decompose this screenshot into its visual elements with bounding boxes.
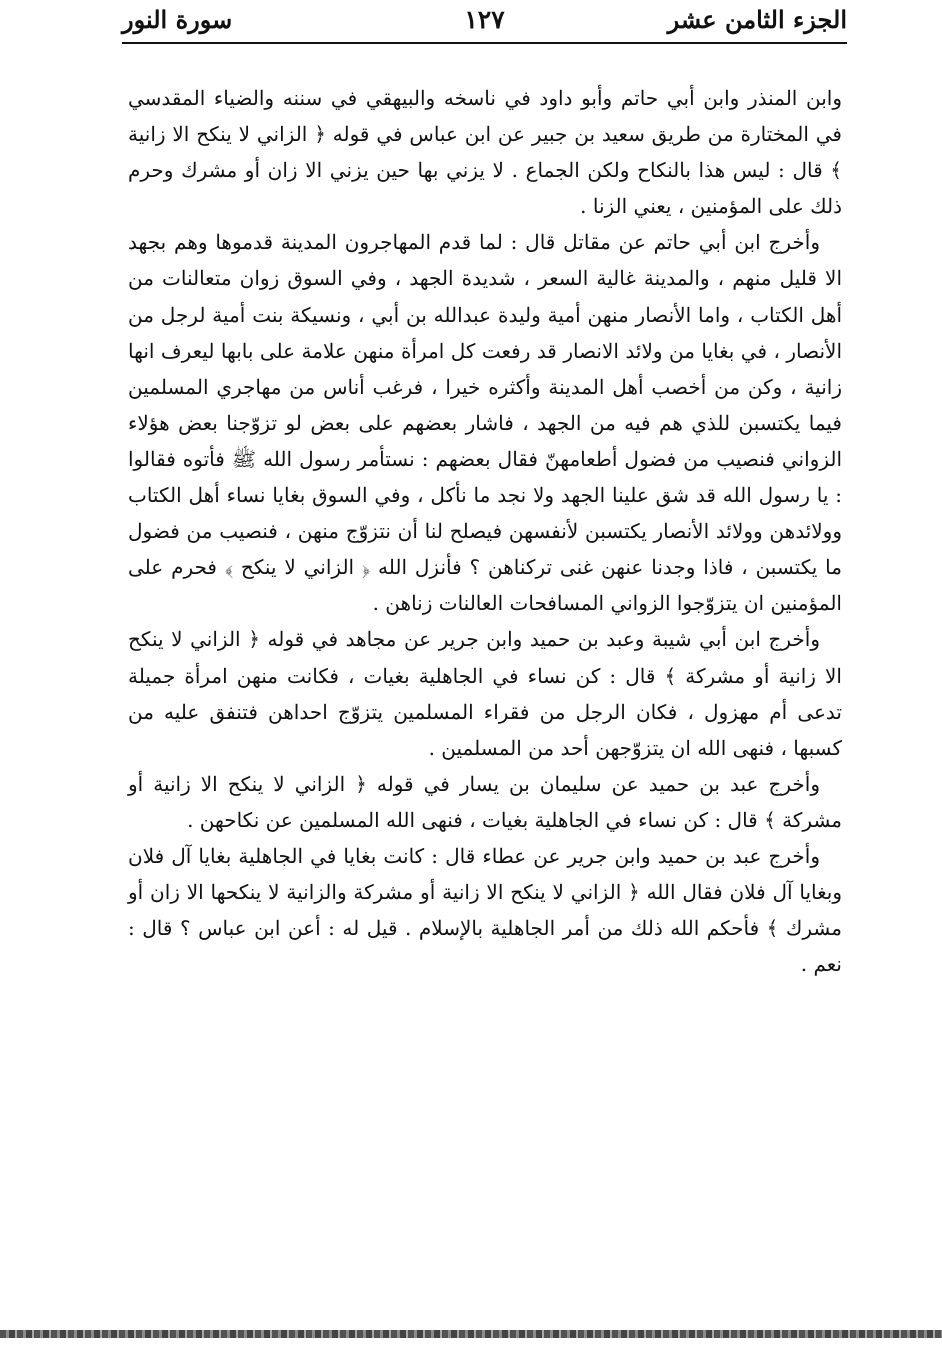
scan-edge-artifact — [0, 1330, 942, 1338]
paragraph-5: وأخرج عبد بن حميد وابن جرير عن عطاء قال : كانت بغايا في الجاهلية بغايا آل فلان وبغايا آل فلان فقال الله ﴿ الزاني لا ينكح الا زانية أو مشركة والزانية لا ينكحها الا زان أو مشرك ﴾ فأحكم الله ذلك من أمر الجاهلية بالإسلام . قيل له : أعن ابن عباس ؟ قال : نعم . — [128, 843, 842, 977]
paragraph-1: وابن المنذر وابن أبي حاتم وأبو داود في ناسخه والبيهقي في سننه والضياء المقدسي في المختارة من طريق سعيد بن جبير عن ابن عباس في قوله ﴿ الزاني لا ينكح الا زانية ﴾ قال : ليس هذا بالنكاح ولكن الجماع . لا يزني بها حين يزني الا زان أو مشرك وحرم ذلك على المؤمنين ، يعني الزنا . — [128, 86, 843, 219]
part-title: الجزء الثامن عشر — [667, 5, 847, 34]
surah-title: سورة النور — [122, 5, 233, 34]
page-number: ١٢٧ — [464, 5, 505, 34]
paragraph-3: وأخرج ابن أبي شيبة وعبد بن حميد وابن جرير عن مجاهد في قوله ﴿ الزاني لا ينكح الا زانية أو مشركة ﴾ قال : كن نساء في الجاهلية بغيات ، فكانت منهن امرأة جميلة تدعى أم مهزول ، فكان الرجل من فقراء المسلمين يتزوّج احداهن فتنفق عليه من كسبها ، فنهى الله ان يتزوّجهن أحد من المسلمين . — [128, 627, 842, 760]
running-header — [122, 0, 847, 42]
paragraph-2: وأخرج ابن أبي حاتم عن مقاتل قال : لما قدم المهاجرون المدينة قدموها وهم بجهد الا قليل منهم ، والمدينة غالية السعر ، شديدة الجهد ، وفي السوق زوان متعالنات من أهل الكتاب ، واما الأنصار منهن أمية وليدة عبدالله بن أبي ، ونسيكة بنت أمية لرجل من الأنصار ، في بغايا من ولائد الانصار قد رفعت كل امرأة منهن علامة على بابها ليعرف انها زانية ، وكن من أخصب أهل المدينة وأكثره خيرا ، فرغب أناس من مهاجري المسلمين فيما يكتسبن للذي هم فيه من الجهد ، فاشار بعضهم على بعض لو تزوّجنا بعض هؤلاء الزواني فنصيب من فضول أطعامهنّ فقال بعضهم : نستأمر رسول الله ﷺ فأتوه فقالوا : يا رسول الله قد شق علينا الجهد ولا نجد ما نأكل ، وفي السوق بغايا نساء أهل الكتاب وولائدهن وولائد الأنصار يكتسبن لأنفسهن فيصلح لنا أن نتزوّج منهن ، فنصيب من فضول ما يكتسبن ، فاذا وجدنا عنهن غنى تركناهن ؟ فأنزل الله ﴿ الزاني لا ينكح ﴾ فحرم على المؤمنين ان يتزوّجوا الزواني المسافحات العالنات زناهن . — [128, 230, 842, 616]
paragraph-4: وأخرج عبد بن حميد عن سليمان بن يسار في قوله ﴿ الزاني لا ينكح الا زانية أو مشركة ﴾ قال : كن نساء في الجاهلية بغيات ، فنهى الله المسلمين عن نكاحهن . — [128, 771, 842, 832]
page-body — [128, 80, 842, 982]
header-rule — [122, 42, 847, 44]
